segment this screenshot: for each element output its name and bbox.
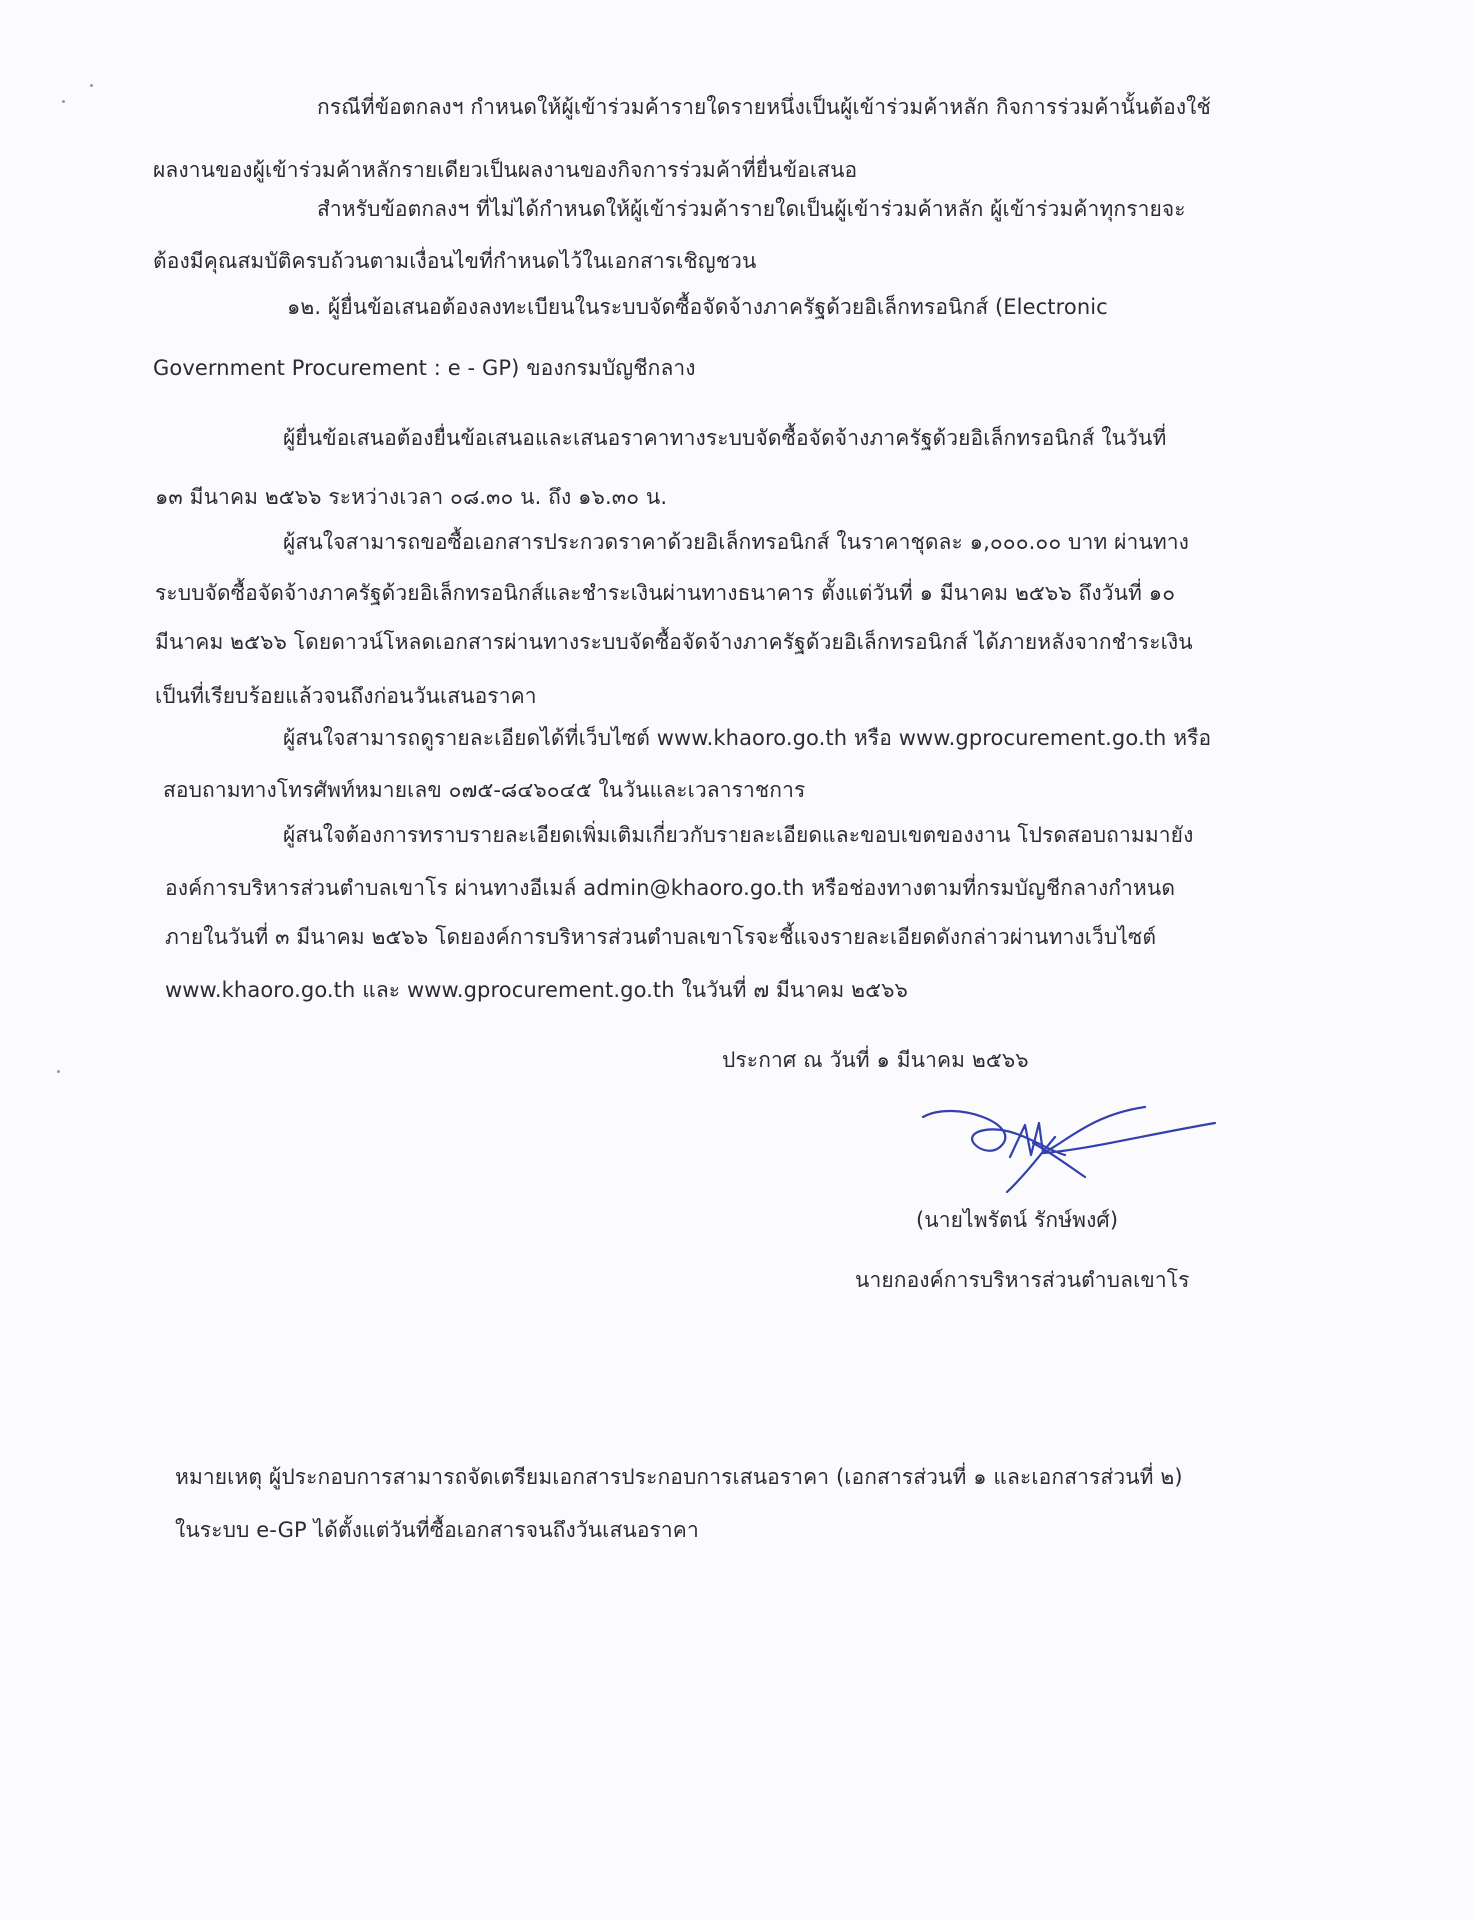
signature-image — [915, 1095, 1235, 1195]
paragraph-line: องค์การบริหารส่วนตำบลเขาโร ผ่านทางอีเมล์ admin@khaoro.go.th หรือช่องทางตามที่กรมบัญชีกลางกำหนด — [165, 876, 1176, 900]
paragraph-line: ภายในวันที่ ๓ มีนาคม ๒๕๖๖ โดยองค์การบริหารส่วนตำบลเขาโรจะชี้แจงรายละเอียดดังกล่าวผ่านทางเว็บไซต์ — [165, 925, 1157, 949]
paragraph-line: ผู้สนใจต้องการทราบรายละเอียดเพิ่มเติมเกี่ยวกับรายละเอียดและขอบเขตของงาน โปรดสอบถามมายัง — [283, 823, 1194, 847]
paragraph-line: ระบบจัดซื้อจัดจ้างภาครัฐด้วยอิเล็กทรอนิกส์และชำระเงินผ่านทางธนาคาร ตั้งแต่วันที่ ๑ มีนาคม ๒๕๖๖ ถึงวันที่ ๑๐ — [155, 581, 1176, 605]
paragraph-line: www.khaoro.go.th และ www.gprocurement.go.th ในวันที่ ๗ มีนาคม ๒๕๖๖ — [165, 978, 908, 1002]
paragraph-line: ผู้สนใจสามารถดูรายละเอียดได้ที่เว็บไซต์ www.khaoro.go.th หรือ www.gprocurement.go.th หรือ — [283, 726, 1212, 750]
paragraph-line: Government Procurement : e - GP) ของกรมบัญชีกลาง — [153, 356, 696, 380]
paragraph-line: ผู้ยื่นข้อเสนอต้องยื่นข้อเสนอและเสนอราคาทางระบบจัดซื้อจัดจ้างภาครัฐด้วยอิเล็กทรอนิกส์ ในวันที่ — [283, 426, 1167, 450]
signer-title: นายกองค์การบริหารส่วนตำบลเขาโร — [855, 1268, 1190, 1292]
announce-date: ประกาศ ณ วันที่ ๑ มีนาคม ๒๕๖๖ — [722, 1048, 1029, 1072]
paragraph-line: ต้องมีคุณสมบัติครบถ้วนตามเงื่อนไขที่กำหนดไว้ในเอกสารเชิญชวน — [153, 249, 757, 273]
note-line: หมายเหตุ ผู้ประกอบการสามารถจัดเตรียมเอกสารประกอบการเสนอราคา (เอกสารส่วนที่ ๑ และเอกสารส่วนที่ ๒) — [175, 1465, 1183, 1489]
paragraph-line: ๑๓ มีนาคม ๒๕๖๖ ระหว่างเวลา ๐๘.๓๐ น. ถึง ๑๖.๓๐ น. — [155, 485, 668, 509]
paragraph-line: เป็นที่เรียบร้อยแล้วจนถึงก่อนวันเสนอราคา — [155, 684, 537, 708]
paragraph-line: กรณีที่ข้อตกลงฯ กำหนดให้ผู้เข้าร่วมค้ารายใดรายหนึ่งเป็นผู้เข้าร่วมค้าหลัก กิจการร่วมค้านั้นต้องใช้ — [317, 95, 1211, 119]
paragraph-line: ๑๒. ผู้ยื่นข้อเสนอต้องลงทะเบียนในระบบจัดซื้อจัดจ้างภาครัฐด้วยอิเล็กทรอนิกส์ (Electronic — [287, 295, 1108, 319]
paragraph-line: ผลงานของผู้เข้าร่วมค้าหลักรายเดียวเป็นผลงานของกิจการร่วมค้าที่ยื่นข้อเสนอ — [153, 158, 858, 182]
paragraph-line: สอบถามทางโทรศัพท์หมายเลข ๐๗๕-๘๔๖๐๔๕ ในวันและเวลาราชการ — [163, 778, 806, 802]
paragraph-line: มีนาคม ๒๕๖๖ โดยดาวน์โหลดเอกสารผ่านทางระบบจัดซื้อจัดจ้างภาครัฐด้วยอิเล็กทรอนิกส์ ได้ภายหลังจากชำระเงิน — [155, 630, 1193, 654]
signer-name: (นายไพรัตน์ รักษ์พงศ์) — [916, 1208, 1119, 1232]
note-line: ในระบบ e-GP ได้ตั้งแต่วันที่ซื้อเอกสารจนถึงวันเสนอราคา — [175, 1518, 699, 1542]
paragraph-line: ผู้สนใจสามารถขอซื้อเอกสารประกวดราคาด้วยอิเล็กทรอนิกส์ ในราคาชุดละ ๑,๐๐๐.๐๐ บาท ผ่านทาง — [283, 530, 1190, 554]
paragraph-line: สำหรับข้อตกลงฯ ที่ไม่ได้กำหนดให้ผู้เข้าร่วมค้ารายใดเป็นผู้เข้าร่วมค้าหลัก ผู้เข้าร่วมค้าทุกรายจะ — [317, 197, 1186, 221]
